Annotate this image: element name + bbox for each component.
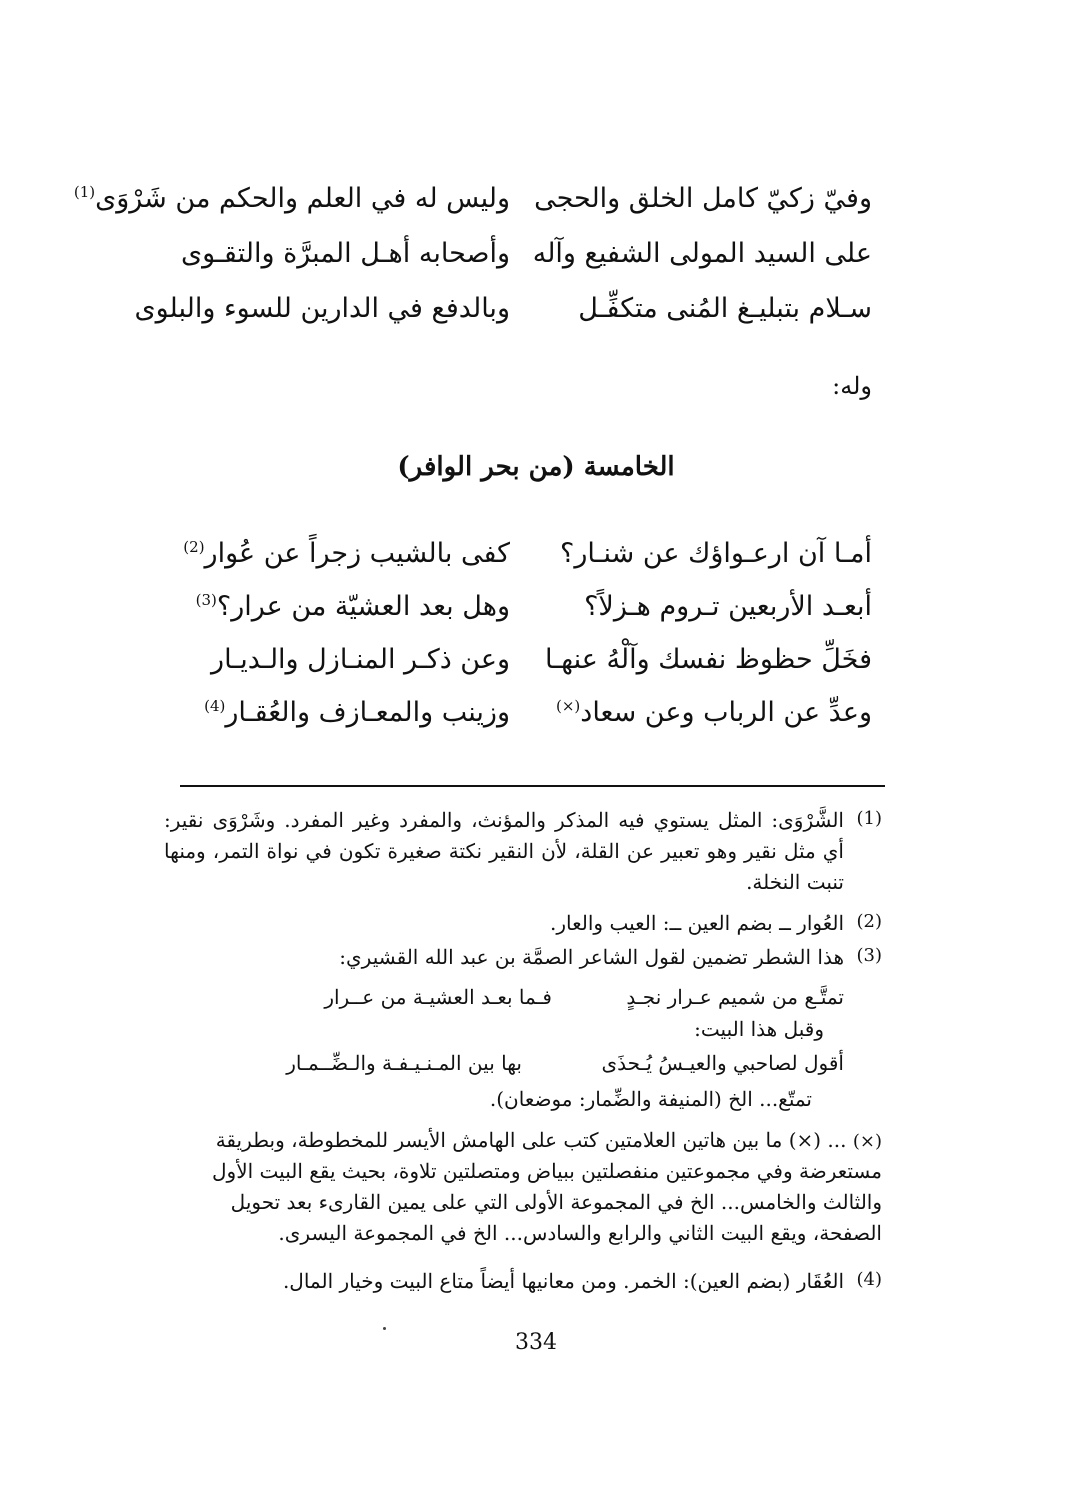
- footnote-2-number: (2): [856, 911, 882, 932]
- footnote-ref-3: (3): [195, 591, 217, 609]
- footnote-margin-text: ... (×) ما بين هاتين العلامتين كتب على الهامش الأيسر للمخطوطة، وبطريقة مستعرضة وفي مجموعتين منفصلتين ببياض ومتصلتين تلاوة، بحيث يقع البيت الأول والثالث والخامس... الخ في المجموعة الأولى التي على يمين القارىء بعد تحويل الصفحة، ويقع البيت الثاني والرابع والسادس... الخ في المجموعة اليسرى.: [212, 1128, 882, 1245]
- footnote-3-quoted-verse-1-second: فـما بعـد العشيـة من عــرار: [324, 985, 552, 1009]
- footnote-1-number: (1): [856, 808, 882, 829]
- footnote-3-quoted-verse-1-first: تمتَّـع من شميم عـرار نجـدٍ: [626, 985, 844, 1009]
- footnote-3-tail: تمتّع... الخ (المنيفة والضِّمار: موضعان).: [489, 1087, 812, 1111]
- poem-verse-2-first: أبعـد الأربعين تـروم هـزلاً؟: [584, 591, 872, 622]
- footnote-ref-4: (4): [204, 697, 226, 715]
- footnote-3-text: هذا الشطر تضمين لقول الشاعر الصمَّة بن عبد الله القشيري:: [339, 945, 844, 969]
- poem-verse-2-second: [160, 593, 510, 620]
- footnote-4-text: العُقَار (بضم العين): الخمر. ومن معانيها أيضاً متاع البيت وخيار المال.: [282, 1269, 844, 1293]
- footnote-4-number: (4): [856, 1269, 882, 1290]
- verse-2-first-hemistich: على السيد المولى الشفيع وآله: [532, 238, 872, 269]
- poem-verse-4-first-text: وعدِّ عن الرباب وعن سعاد: [580, 697, 872, 728]
- verse-3-second-hemistich: وبالدفع في الدارين للسوء والبلوى: [134, 293, 510, 324]
- verse-1-first-hemistich: وفيّ زكيّ كامل الخلق والحجى: [534, 183, 872, 214]
- footnote-ref-2: (2): [183, 538, 205, 556]
- footnote-3-before-verse: وقبل هذا البيت:: [694, 1017, 824, 1041]
- footnote-margin-number: (×): [852, 1131, 882, 1152]
- intro-text: وله:: [832, 372, 872, 400]
- footnote-1-text: الشَّرْوَى: المثل يستوي فيه المذكر والمؤنث، والمفرد وغير المفرد. وشَرْوَى نقير: أي مثل نقير وهو تعبير عن القلة، لأن النقير نكتة صغيرة تكون في نواة التمر، ومنها تنبت النخلة.: [164, 808, 844, 894]
- margin-marker: (×): [556, 697, 581, 715]
- verse-3-first-hemistich: سـلام بتبليـغ المُنى متكفِّـل: [578, 293, 872, 324]
- verse-1-second-text: وليس له في العلم والحكم من شَرْوَى: [95, 183, 510, 214]
- poem-verse-1-second: [160, 540, 510, 567]
- footnote-separator: [180, 785, 885, 787]
- section-title: الخامسة (من بحر الوافر): [397, 452, 675, 482]
- poem-verse-2-second-text: وهل بعد العشيّة من عرار؟: [216, 591, 510, 622]
- page-number: 334: [515, 1330, 557, 1355]
- verse-1-second-hemistich: [73, 183, 510, 214]
- verse-2-second-hemistich: وأصحابه أهـل المبرَّة والتقـوى: [180, 238, 510, 269]
- poem-verse-1-second-text: كفى بالشيب زجراً عن عُوار: [204, 538, 510, 569]
- poem-verse-1-first: أمـا آن ارعـواؤك عن شنـار؟: [559, 538, 872, 569]
- footnote-ref-1: (1): [73, 183, 96, 201]
- poem-verse-4-second: [160, 699, 510, 726]
- footnote-3-quoted-verse-2-second: بها بين المـنـيـفـة والـضِّــمـار: [286, 1051, 522, 1075]
- poem-verse-3-first: فخَلِّ حظوظ نفسك وآلْهُ عنهـا: [545, 644, 872, 675]
- footnote-2-text: العُوار ــ بضم العين ــ: العيب والعار.: [550, 911, 844, 935]
- footnote-margin-note: [164, 1125, 882, 1249]
- poem-verse-4-second-text: وزينب والمعـازف والعُقـار: [225, 697, 510, 728]
- poem-verse-3-second: وعن ذكـر المنـازل والـديـار: [211, 644, 510, 675]
- footnote-3-quoted-verse-2-first: أقول لصاحبي والعيـسُ يُـحذَى: [601, 1051, 844, 1075]
- poem-verse-4-first: [542, 699, 872, 726]
- footnote-3-number: (3): [856, 945, 882, 966]
